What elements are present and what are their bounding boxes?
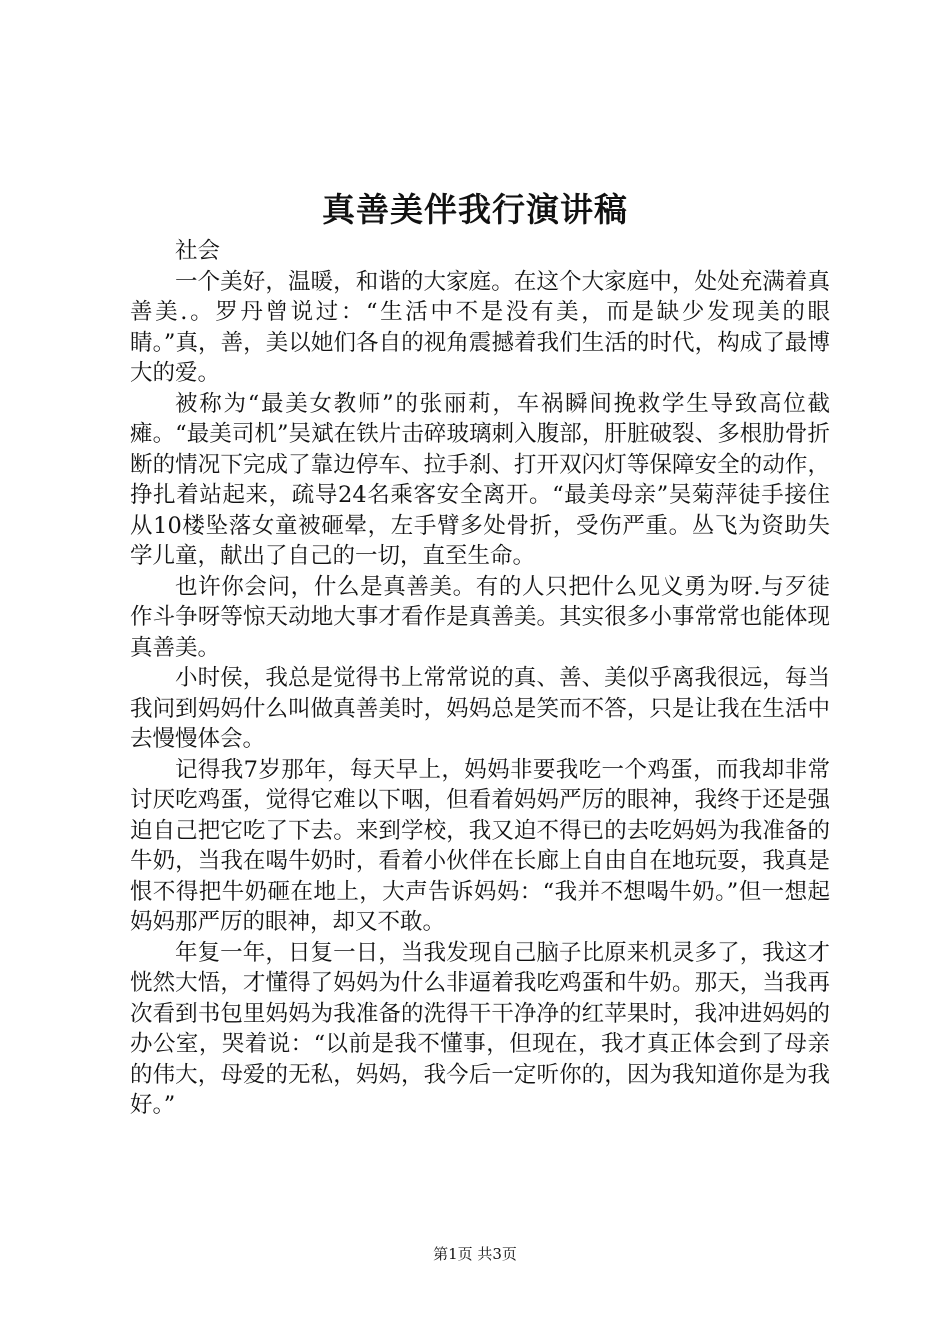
- paragraph: 一个美好，温暖，和谐的大家庭。在这个大家庭中，处处充满着真善美.。罗丹曾说过：“生活中不是没有美，而是缺少发现美的眼睛。”真，善，美以她们各自的视角震撼着我们生活的时代，构成了最博大的爱。: [130, 268, 830, 386]
- paragraph: 年复一年，日复一日，当我发现自己脑子比原来机灵多了，我这才恍然大悟，才懂得了妈妈为什么非逼着我吃鸡蛋和牛奶。那天，当我再次看到书包里妈妈为我准备的洗得干干净净的红苹果时，我冲进妈妈的办公室，哭着说：“以前是我不懂事，但现在，我才真正体会到了母亲的伟大，母爱的无私，妈妈，我今后一定听你的，因为我知道你是为我好。”: [130, 939, 830, 1118]
- paragraph: 记得我7岁那年，每天早上，妈妈非要我吃一个鸡蛋，而我却非常讨厌吃鸡蛋，觉得它难以下咽，但看着妈妈严厉的眼神，我终于还是强迫自己把它吃了下去。来到学校，我又迫不得已的去吃妈妈为我准备的牛奶，当我在喝牛奶时，看着小伙伴在长廊上自由自在地玩耍，我真是恨不得把牛奶砸在地上，大声告诉妈妈：“我并不想喝牛奶。”但一想起妈妈那严厉的眼神，却又不敢。: [130, 756, 830, 935]
- paragraph: 小时侯，我总是觉得书上常常说的真、善、美似乎离我很远，每当我问到妈妈什么叫做真善美时，妈妈总是笑而不答，只是让我在生活中去慢慢体会。: [130, 665, 830, 752]
- paragraph: 社会: [175, 238, 221, 264]
- page-footer: 第1页 共3页: [433, 1245, 517, 1263]
- document-title: 真善美伴我行演讲稿: [322, 190, 628, 229]
- paragraph: 也许你会问，什么是真善美。有的人只把什么见义勇为呀.与歹徒作斗争呀等惊天动地大事才看作是真善美。其实很多小事常常也能体现真善美。: [130, 573, 830, 661]
- document-body: [130, 236, 830, 1121]
- paragraph: 被称为“最美女教师”的张丽莉，车祸瞬间挽救学生导致高位截瘫。“最美司机”吴斌在铁片击碎玻璃刺入腹部，肝脏破裂、多根肋骨折断的情况下完成了靠边停车、拉手刹、打开双闪灯等保障安全的动作，挣扎着站起来，疏导24名乘客安全离开。“最美母亲”吴菊萍徒手接住从10楼坠落女童被砸晕，左手臂多处骨折，受伤严重。丛飞为资助失学儿童，献出了自己的一切，直至生命。: [130, 390, 830, 569]
